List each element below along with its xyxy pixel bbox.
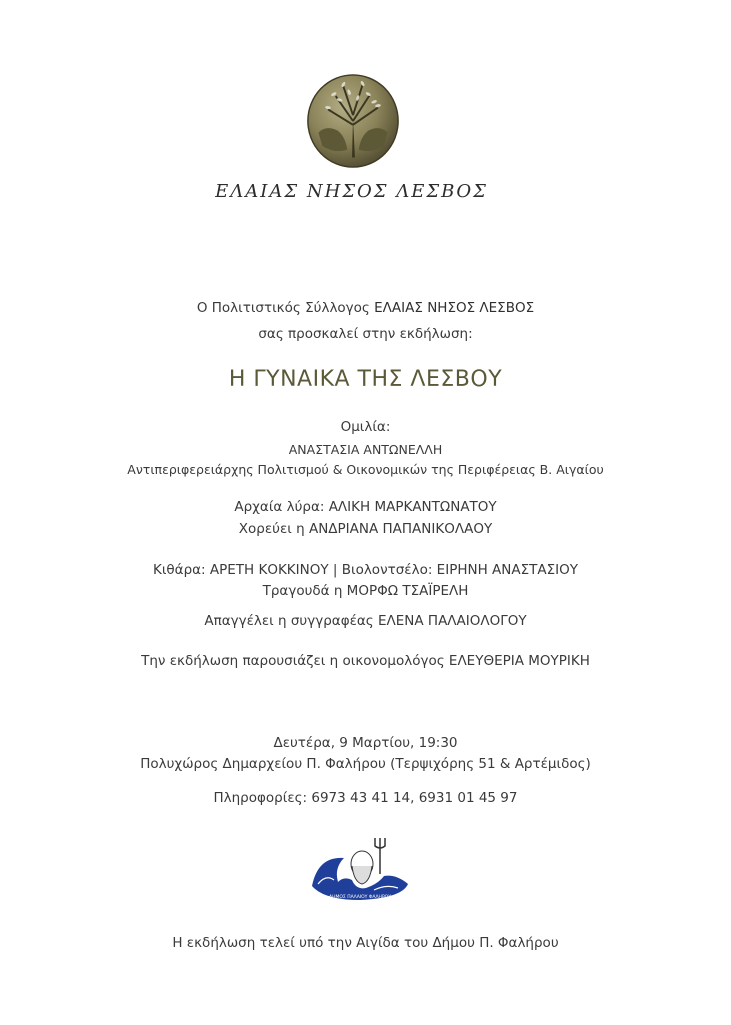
speaker-name: ΑΝΑΣΤΑΣΙΑ ΑΝΤΩΝΕΛΛΗ: [288, 442, 443, 457]
reciter: Απαγγέλει η συγγραφέας ΕΛΕΝΑ ΠΑΛΑΙΟΛΟΓΟΥ: [204, 613, 527, 629]
auspices-note: Η εκδήλωση τελεί υπό την Αιγίδα του Δήμου Π. Φαλήρου: [172, 935, 559, 951]
event-venue: Πολυχώρος Δημαρχείου Π. Φαλήρου (Τερψιχόρης 51 & Αρτέμιδος): [140, 756, 591, 772]
lyre-performer: Αρχαία λύρα: ΑΛΙΚΗ ΜΑΡΚΑΝΤΩΝΑΤΟΥ: [234, 499, 497, 515]
intro-prefix: Ο Πολιτιστικός Σύλλογος: [196, 300, 375, 316]
svg-text:ΔΗΜΟΣ ΠΑΛΑΙΟΥ ΦΑΛΗΡΟΥ: ΔΗΜΟΣ ΠΑΛΑΙΟΥ ΦΑΛΗΡΟΥ: [329, 895, 391, 900]
speech-label: Ομιλία:: [340, 419, 391, 435]
guitar-cello-performers: Κιθάρα: ΑΡΕΤΗ ΚΟΚΚΙΝΟΥ | Βιολοντσέλο: ΕΙΡΗΝΗ ΑΝΑΣΤΑΣΙΟΥ: [152, 562, 578, 578]
presenter: Την εκδήλωση παρουσιάζει η οικονομολόγος ΕΛΕΥΘΕΡΙΑ ΜΟΥΡΙΚΗ: [141, 653, 590, 669]
intro-line-2: σας προσκαλεί στην εκδήλωση:: [258, 326, 473, 342]
speaker-role: Αντιπεριφερειάρχης Πολιτισμού & Οικονομικών της Περιφέρειας Β. Αιγαίου: [127, 462, 604, 477]
association-brand-text: ΕΛΑΙΑΣ ΝΗΣΟΣ ΛΕΣΒΟΣ: [215, 181, 488, 202]
event-title: Η ΓΥΝΑΙΚΑ ΤΗΣ ΛΕΣΒΟΥ: [228, 367, 503, 392]
event-date: Δευτέρα, 9 Μαρτίου, 19:30: [273, 735, 458, 751]
olive-tree-coin-icon: [305, 73, 401, 169]
intro-line-1: [0, 300, 731, 316]
singer: Τραγουδά η ΜΟΡΦΩ ΤΣΑΪΡΕΛΗ: [262, 583, 469, 599]
info-phones: Πληροφορίες: 6973 43 41 14, 6931 01 45 97: [213, 790, 518, 806]
dancer: Χορεύει η ΑΝΔΡΙΑΝΑ ΠΑΠΑΝΙΚΟΛΑΟΥ: [238, 521, 493, 537]
intro-association-name: ΕΛΑΙΑΣ ΝΗΣΟΣ ΛΕΣΒΟΣ: [374, 300, 535, 316]
municipality-poseidon-logo-icon: [304, 834, 416, 906]
